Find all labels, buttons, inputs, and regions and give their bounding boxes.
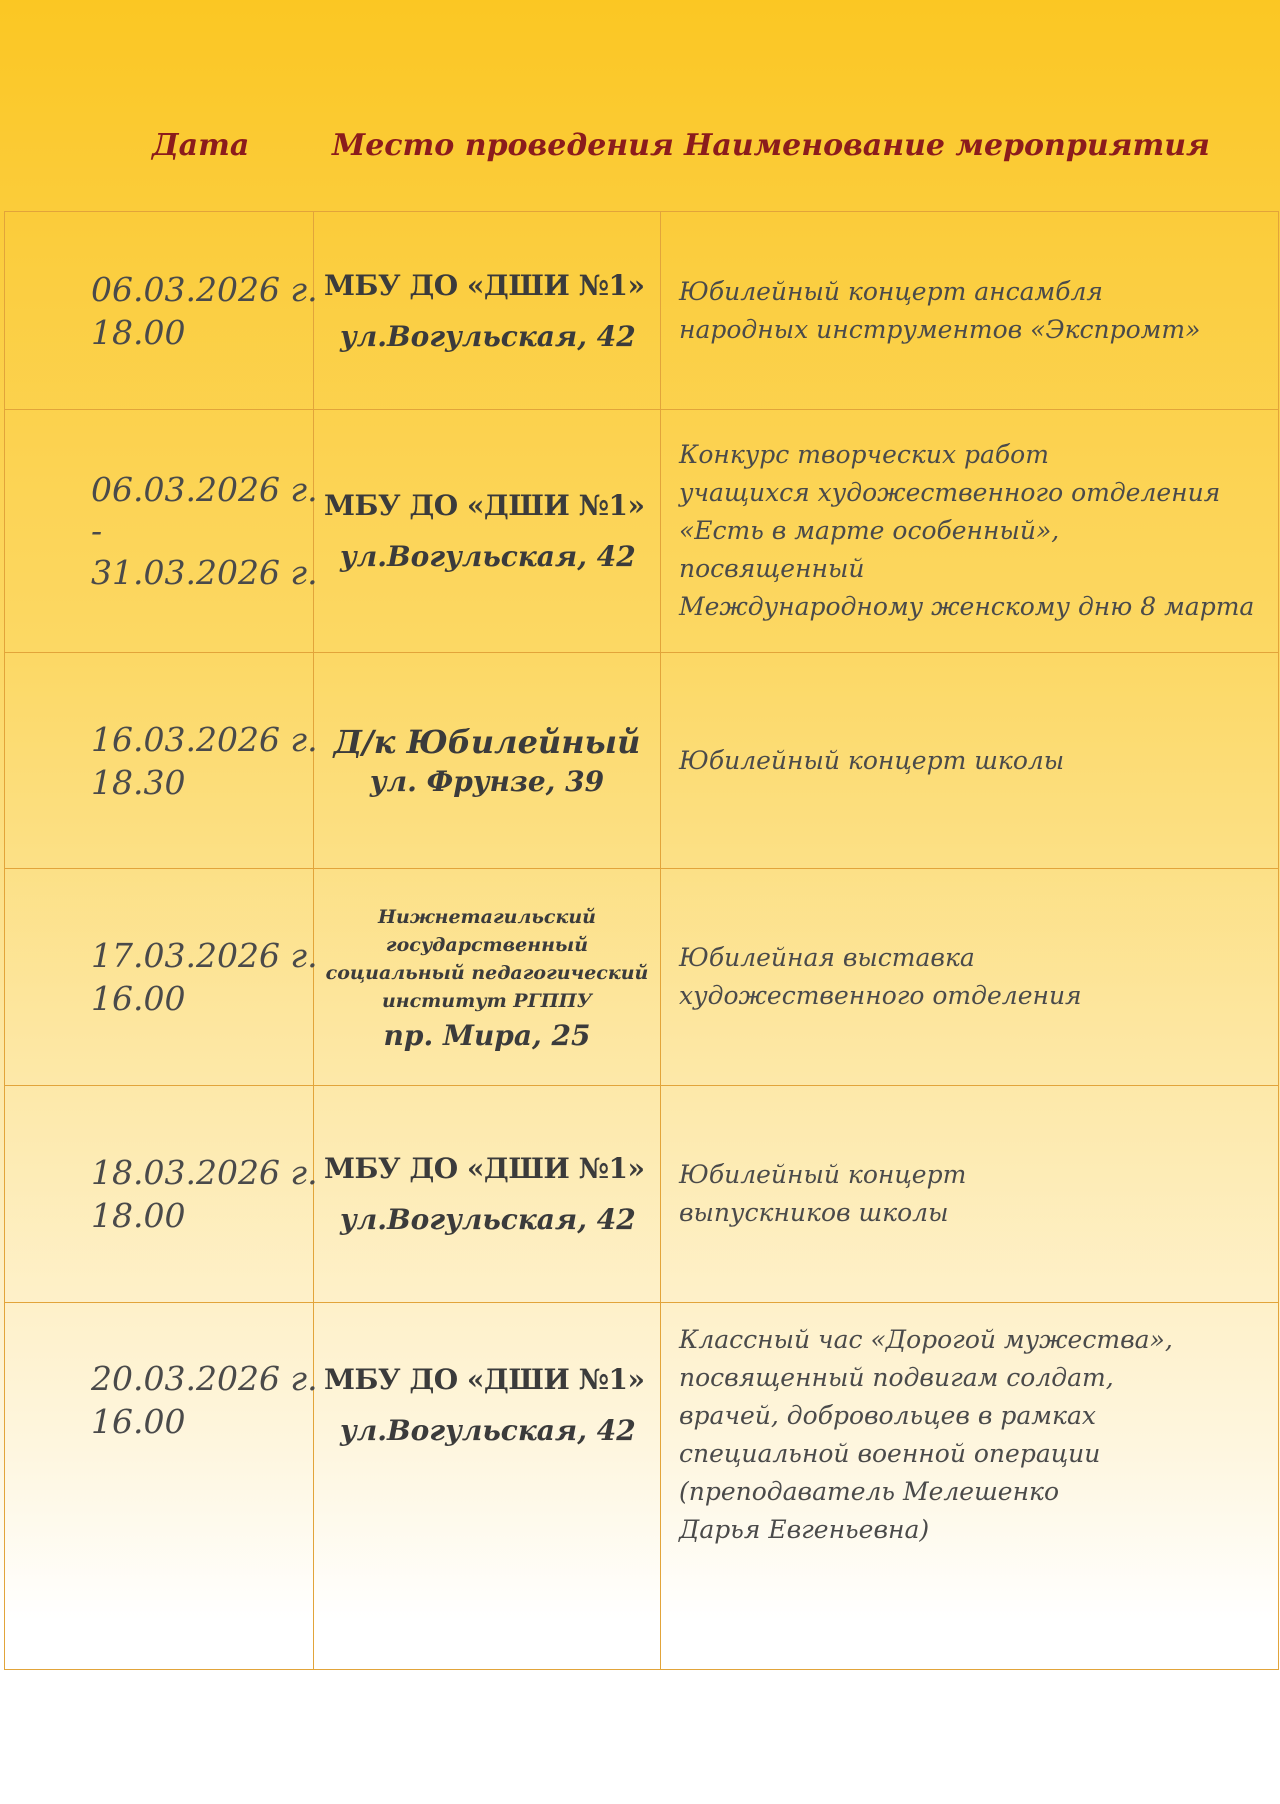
events-table xyxy=(4,211,1279,1670)
event-name-line: художественного отделения xyxy=(679,981,1082,1010)
event-date-cell xyxy=(5,653,318,869)
venue-address: ул.Вогульская, 42 xyxy=(340,1203,636,1236)
event-date-cell xyxy=(5,1303,318,1670)
event-date-separator: - xyxy=(91,511,103,550)
event-name-line: Дарья Евгеньевна) xyxy=(679,1515,930,1544)
event-time: 16.00 xyxy=(91,1402,186,1441)
event-name-line: Международному женскому дню 8 марта xyxy=(679,592,1255,621)
event-place-cell xyxy=(314,1303,661,1670)
event-name-line: народных инструментов «Экспромт» xyxy=(679,314,1201,344)
event-date-end: 31.03.2026 г. xyxy=(91,553,318,592)
event-date: 18.03.2026 г. xyxy=(91,1153,318,1192)
event-date-cell xyxy=(5,410,318,653)
event-place-cell xyxy=(314,1086,661,1303)
event-date: 17.03.2026 г. xyxy=(91,936,318,975)
event-name-line: Юбилейный концерт ансамбля xyxy=(679,276,1103,306)
event-time: 16.00 xyxy=(91,979,186,1018)
venue-name-line: институт РГППУ xyxy=(381,989,593,1012)
venue-address: ул.Вогульская, 42 xyxy=(340,1414,636,1447)
event-name-line: учащихся художественного отделения xyxy=(679,478,1221,507)
table-row xyxy=(5,653,1279,869)
table-row xyxy=(5,869,1279,1086)
event-name-line: Классный час «Дорогой мужества», xyxy=(679,1325,1173,1354)
table-row xyxy=(5,212,1279,410)
event-name-line: посвященный xyxy=(679,554,865,583)
venue-name: Д/к Юбилейный xyxy=(333,723,641,761)
venue-name-line: социальный педагогический xyxy=(325,961,649,984)
event-name-cell xyxy=(661,212,1279,410)
event-name-cell xyxy=(661,653,1279,869)
table-row xyxy=(5,410,1279,653)
event-name-cell xyxy=(661,1303,1279,1670)
venue-name: МБУ ДО «ДШИ №1» xyxy=(324,1363,645,1396)
event-name-line: Конкурс творческих работ xyxy=(679,440,1049,469)
event-name-line: специальной военной операции xyxy=(679,1439,1101,1468)
header-event-name: Наименование мероприятия xyxy=(684,128,1210,163)
table-row xyxy=(5,1086,1279,1303)
event-name-line: Юбилейный концерт xyxy=(679,1160,967,1189)
event-name-line: Юбилейная выставка xyxy=(679,943,975,972)
event-place-cell xyxy=(314,410,661,653)
venue-name: МБУ ДО «ДШИ №1» xyxy=(324,1152,645,1185)
event-date: 06.03.2026 г. xyxy=(91,269,318,309)
header-place: Место проведения xyxy=(332,128,674,163)
event-date-start: 06.03.2026 г. xyxy=(91,470,318,509)
event-date-cell xyxy=(5,212,318,410)
venue-name-line: государственный xyxy=(385,933,589,956)
venue-address: ул.Вогульская, 42 xyxy=(340,319,636,353)
event-name-line: (преподаватель Мелешенко xyxy=(679,1477,1060,1506)
event-name-cell xyxy=(661,869,1279,1086)
event-place-cell xyxy=(314,653,661,869)
event-date-cell xyxy=(5,1086,318,1303)
event-date: 20.03.2026 г. xyxy=(91,1359,318,1398)
venue-address: ул.Вогульская, 42 xyxy=(340,540,636,573)
venue-name: МБУ ДО «ДШИ №1» xyxy=(324,489,645,522)
event-time: 18.00 xyxy=(91,1196,186,1235)
venue-address: пр. Мира, 25 xyxy=(383,1018,591,1052)
table-header xyxy=(0,128,1280,188)
event-name-cell xyxy=(661,1086,1279,1303)
event-name-line: посвященный подвигам солдат, xyxy=(679,1363,1114,1392)
event-date: 16.03.2026 г. xyxy=(91,719,318,759)
event-name-line: выпускников школы xyxy=(679,1198,949,1227)
venue-name: МБУ ДО «ДШИ №1» xyxy=(324,268,645,302)
header-date: Дата xyxy=(152,128,250,163)
event-name-line: «Есть в марте особенный», xyxy=(679,516,1060,545)
event-date-cell xyxy=(5,869,318,1086)
venue-name-line: Нижнетагильский xyxy=(378,905,596,928)
event-name-line: врачей, добровольцев в рамках xyxy=(679,1401,1096,1430)
event-name-cell xyxy=(661,410,1279,653)
event-place-cell xyxy=(314,212,661,410)
event-place-cell xyxy=(314,869,661,1086)
event-name-line: Юбилейный концерт школы xyxy=(679,745,1065,775)
event-time: 18.00 xyxy=(91,312,186,352)
venue-address: ул. Фрунзе, 39 xyxy=(369,765,605,798)
table-row xyxy=(5,1303,1279,1670)
event-time: 18.30 xyxy=(91,762,186,802)
